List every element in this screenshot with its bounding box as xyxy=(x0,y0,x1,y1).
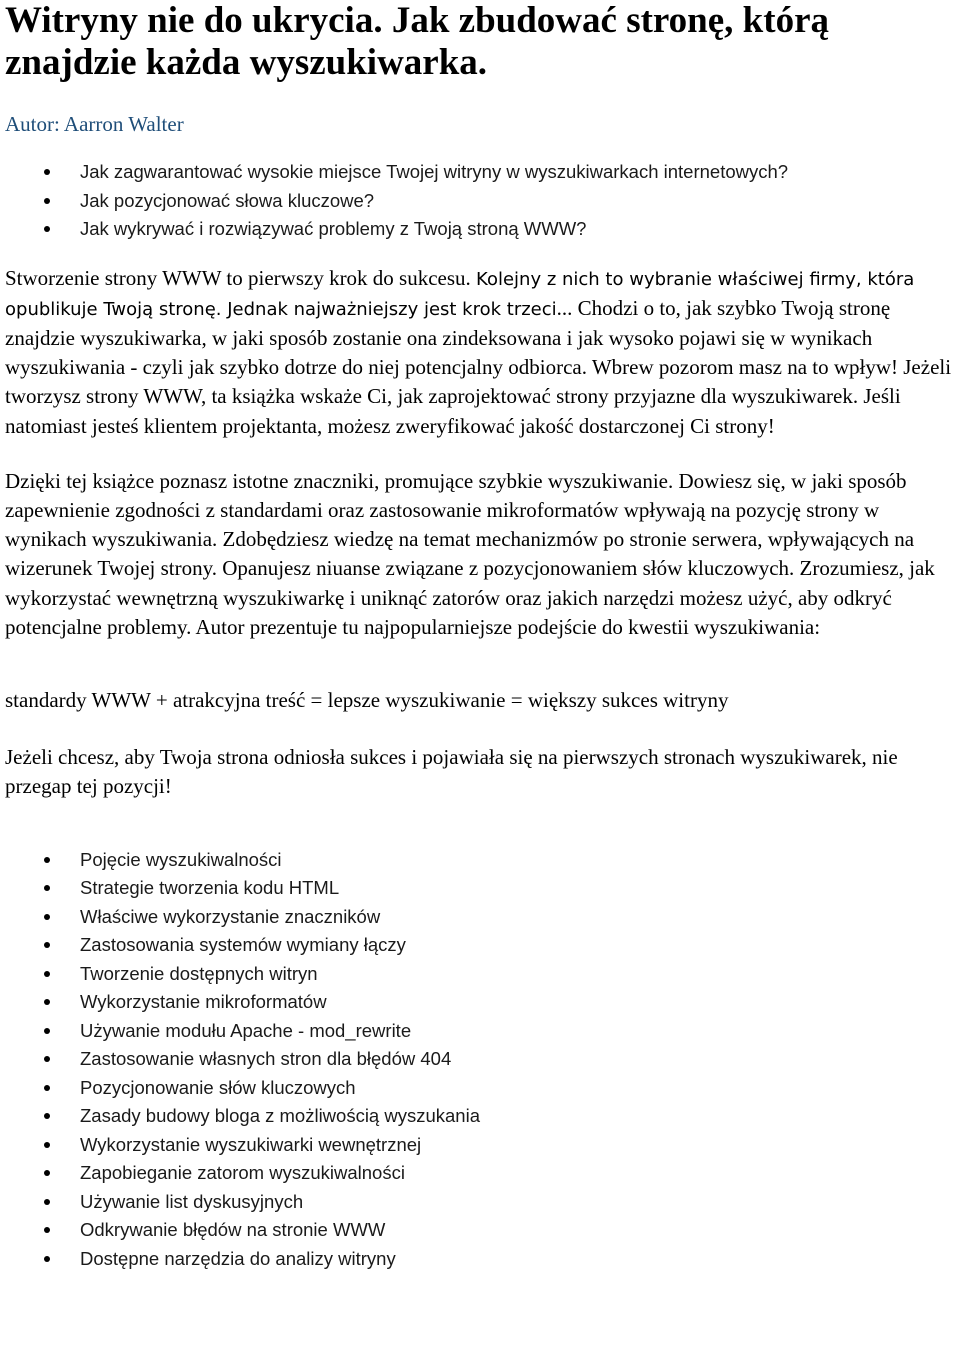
document-page xyxy=(5,0,955,1273)
list-item: Używanie modułu Apache - mod_rewrite xyxy=(5,1017,955,1046)
list-item: Pojęcie wyszukiwalności xyxy=(5,846,955,875)
list-item: Zasady budowy bloga z możliwością wyszukania xyxy=(5,1102,955,1131)
list-item: Tworzenie dostępnych witryn xyxy=(5,960,955,989)
list-item: Jak wykrywać i rozwiązywać problemy z Twoją stroną WWW? xyxy=(5,215,955,244)
author-line: Autor: Aarron Walter xyxy=(5,112,184,136)
formula-line: standardy WWW + atrakcyjna treść = lepsze wyszukiwanie = większy sukces witryny xyxy=(5,687,729,712)
closing-paragraph: Jeżeli chcesz, aby Twoja strona odniosła sukces i pojawiała się na pierwszych stronach wyszukiwarek, nie przegap tej pozycji! xyxy=(5,745,898,799)
list-item: Używanie list dyskusyjnych xyxy=(5,1188,955,1217)
topics-bullet-list xyxy=(5,846,955,1274)
list-item: Wykorzystanie mikroformatów xyxy=(5,988,955,1017)
list-item: Zastosowania systemów wymiany łączy xyxy=(5,931,955,960)
paragraph-text: Kolejny z nich to wybranie właściwej firmy, która opublikuje Twoją stronę. Jednak najważniejszy jest krok trzeci xyxy=(5,268,915,320)
list-item: Pozycjonowanie słów kluczowych xyxy=(5,1074,955,1103)
paragraph-text: Stworzenie strony WWW to pierwszy krok do sukcesu. xyxy=(5,265,477,290)
intro-paragraph xyxy=(5,264,955,441)
list-item: Zapobieganie zatorom wyszukiwalności xyxy=(5,1159,955,1188)
list-item: Strategie tworzenia kodu HTML xyxy=(5,874,955,903)
list-item: Właściwe wykorzystanie znaczników xyxy=(5,903,955,932)
list-item: Jak zagwarantować wysokie miejsce Twojej witryny w wyszukiwarkach internetowych? xyxy=(5,158,955,187)
list-item: Odkrywanie błędów na stronie WWW xyxy=(5,1216,955,1245)
document-title: Witryny nie do ukrycia. Jak zbudować stronę, którą znajdzie każda wyszukiwarka. xyxy=(5,0,829,83)
list-item: Dostępne narzędzia do analizy witryny xyxy=(5,1245,955,1274)
list-item: Jak pozycjonować słowa kluczowe? xyxy=(5,187,955,216)
paragraph-text: ... Chodzi o to, jak szybko Twoją stronę znajdzie wyszukiwarka, w jaki sposób zostanie ona zindeksowana i jak wysoko pojawi się w wynikach wyszukiwania - czyli jak szybko dotrze do niej potencjalny odbiorca. Wbrew pozorom masz na to wpływ! Jeżeli tworzysz strony WWW, ta książka wskaże Ci, jak zaprojektować strony przyjazne dla wyszukiwarek. Jeśli natomiast jesteś klientem projektanta, możesz zweryfikować jakość dostarczonej Ci strony! xyxy=(5,295,952,438)
list-item: Zastosowanie własnych stron dla błędów 404 xyxy=(5,1045,955,1074)
description-paragraph: Dzięki tej książce poznasz istotne znaczniki, promujące szybkie wyszukiwanie. Dowiesz się, w jaki sposób zapewnienie zgodności z standardami oraz zastosowanie mikroformatów wpływają na pozycję strony w wynikach wyszukiwania. Zdobędziesz wiedzę na temat mechanizmów po stronie serwera, wpływających na wizerunek Twojej strony. Opanujesz niuanse związane z pozycjonowaniem słów kluczowych. Zrozumiesz, jak wykorzystać wewnętrzną wyszukiwarkę i uniknąć zatorów oraz jakich narzędzi możesz użyć, aby odkryć potencjalne problemy. Autor prezentuje tu najpopularniejsze podejście do kwestii wyszukiwania: xyxy=(5,468,935,639)
list-item: Wykorzystanie wyszukiwarki wewnętrznej xyxy=(5,1131,955,1160)
intro-bullet-list xyxy=(5,158,955,244)
